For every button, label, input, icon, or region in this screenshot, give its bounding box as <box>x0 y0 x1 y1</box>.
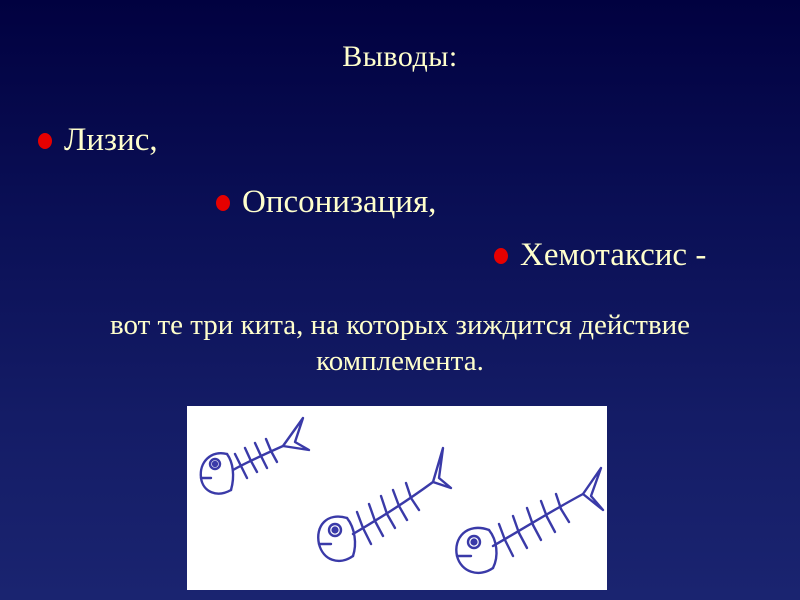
conclusion-line-1: вот те три кита, на которых зиждится действие <box>109 309 691 341</box>
fish-skeleton-icon <box>456 468 603 573</box>
bullet-text: Лизис, <box>64 122 158 158</box>
bullet-dot-icon <box>216 195 230 211</box>
fish-skeletons-drawing <box>187 406 607 590</box>
fish-skeleton-icon <box>201 418 309 494</box>
fish-skeleton-icon <box>318 448 451 561</box>
bullet-text: Опсонизация, <box>242 184 437 220</box>
bullet-dot-icon <box>38 133 52 149</box>
bullet-item-opsonization <box>216 184 436 221</box>
bullet-item-chemotaxis <box>494 237 706 274</box>
bullet-text: Хемотаксис - <box>520 237 707 273</box>
fish-skeletons-illustration <box>187 406 607 590</box>
bullet-dot-icon <box>494 248 508 264</box>
conclusion-line-2: комплемента. <box>316 345 484 377</box>
bullet-item-lysis <box>38 122 158 159</box>
conclusion-text <box>20 307 780 379</box>
slide-title: Выводы: <box>342 40 458 73</box>
